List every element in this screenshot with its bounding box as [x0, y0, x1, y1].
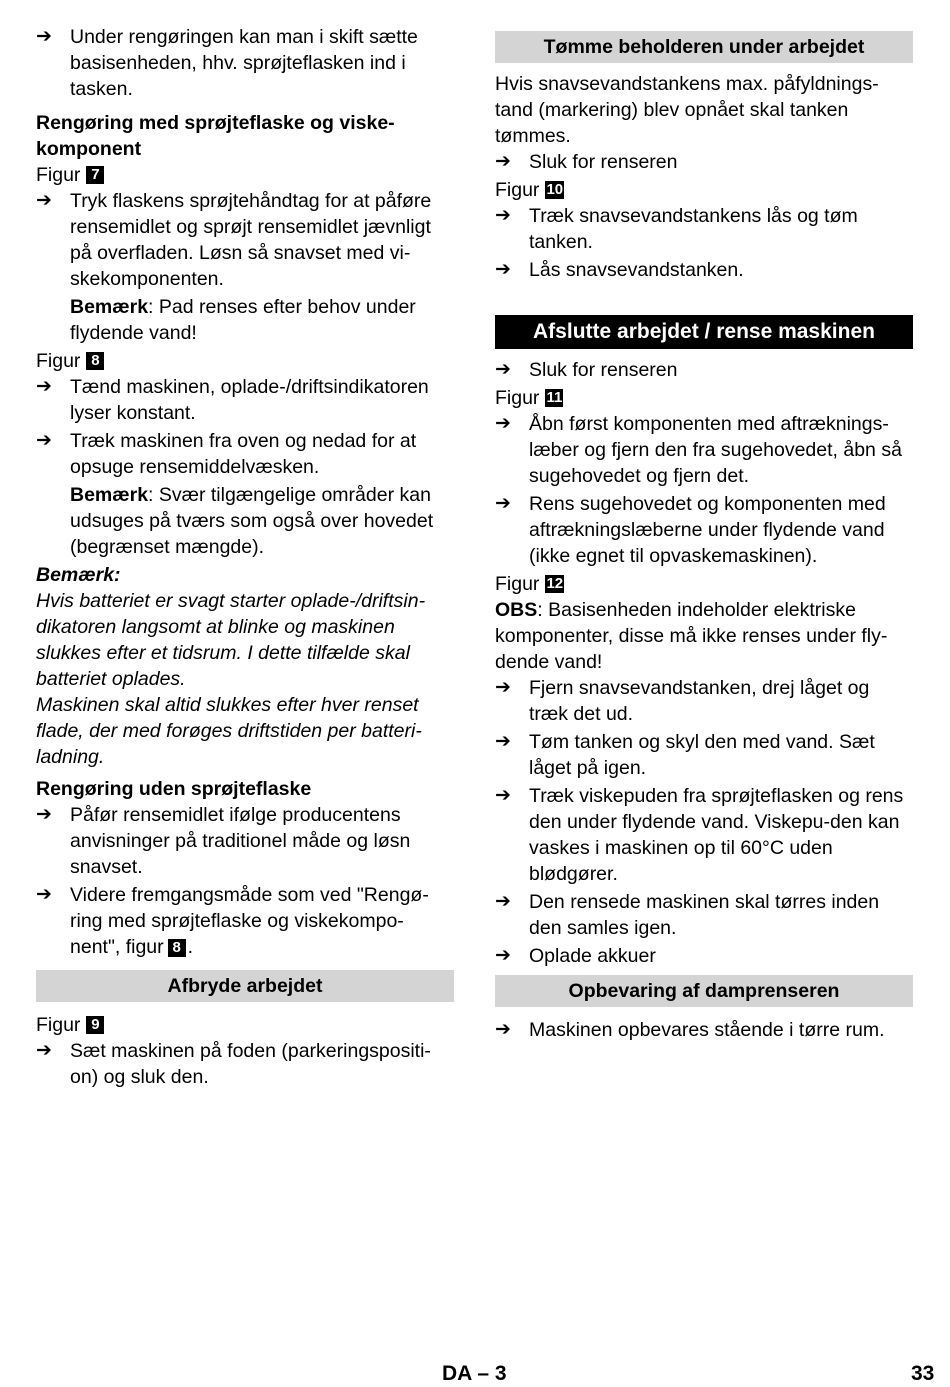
figure-reference: Figur 11 [495, 387, 563, 409]
figure-number-badge: 9 [86, 1016, 104, 1034]
list-item: ➔ Tryk flaskens sprøjtehåndtag for at påføre rensemidlet og sprøjt rensemidlet jævnligt på overfladen. Løsn så snavset med vi-skekomponenten. [36, 190, 432, 290]
list-item: ➔ Sluk for renseren [495, 359, 678, 381]
arrow-icon: ➔ [36, 884, 52, 905]
arrow-icon: ➔ [495, 945, 511, 966]
list-item: ➔ Rens sugehovedet og komponenten med aftrækningslæberne under flydende vand (ikke egnet til opvaskemaskinen). [495, 493, 886, 567]
paragraph: Hvis snavsevandstankens max. påfyldnings-tand (markering) blev opnået skal tanken tømmes. [495, 73, 879, 147]
note: Bemærk: Svær tilgængelige områder kan udsuges på tværs som også over hovedet (begrænset mængde). [70, 484, 434, 558]
list-item: ➔ Sluk for renseren [495, 151, 678, 173]
figure-reference: Figur 9 [36, 1012, 454, 1038]
arrow-icon: ➔ [36, 804, 52, 825]
list-item: ➔ Træk viskepuden fra sprøjteflasken og rens den under flydende vand. Viskepu-den kan vaskes i maskinen op til 60°C uden blødgører. [495, 785, 904, 885]
arrow-icon: ➔ [36, 1040, 52, 1061]
figure-reference: Figur 12 [495, 573, 564, 595]
list-item: ➔ Sæt maskinen på foden (parkeringspositi-on) og sluk den. [36, 1040, 431, 1088]
arrow-icon: ➔ [495, 151, 511, 172]
list-item: ➔ Maskinen opbevares stående i tørre rum. [495, 1019, 885, 1041]
section-heading: Rengøring med sprøjteflaske og viske-komponent [36, 112, 395, 160]
figure-number-badge: 8 [86, 352, 104, 370]
warning-note: Bemærk: Hvis batteriet er svagt starter oplade-/driftsin-dikatoren langsomt at blinke og maskinen slukkes efter et tidsrum. I dette tilfælde skal batteriet oplades. Maskinen skal altid slukkes efter hver renset flade, der med forøges driftstiden per batteri-ladning. [36, 564, 426, 768]
list-item: ➔ Tænd maskinen, oplade-/driftsindikatoren lyser konstant. [36, 376, 429, 424]
arrow-icon: ➔ [36, 26, 52, 47]
figure-number-badge: 12 [546, 575, 564, 592]
chapter-bar: Afslutte arbejdet / rense maskinen [495, 315, 913, 349]
figure-reference: Figur 8 [36, 348, 454, 374]
section-bar: Afbryde arbejdet [36, 970, 454, 1002]
right-column [495, 31, 913, 1045]
arrow-icon: ➔ [495, 259, 511, 280]
figure-reference: Figur 10 [495, 179, 564, 201]
list-item: ➔ Åbn først komponenten med aftræknings-læber og fjern den fra sugehovedet, åbn så sugehovedet og fjern det. [495, 413, 902, 487]
arrow-icon: ➔ [495, 731, 511, 752]
list-item: ➔ Lås snavsevandstanken. [495, 259, 744, 281]
section-bar: Opbevaring af damprenseren [495, 975, 913, 1007]
arrow-icon: ➔ [36, 190, 52, 211]
footer-language-page: DA – 3 [442, 1362, 507, 1385]
arrow-icon: ➔ [495, 785, 511, 806]
figure-number-badge: 7 [86, 166, 104, 184]
section-heading: Rengøring uden sprøjteflaske [36, 778, 312, 800]
list-item: ➔ Under rengøringen kan man i skift sætte basisenheden, hhv. sprøjteflasken ind i tasken. [36, 26, 418, 100]
figure-number-badge: 8 [168, 939, 186, 957]
caution-paragraph: OBS: Basisenheden indeholder elektriske komponenter, disse må ikke renses under fly-dende vand! [495, 599, 888, 673]
figure-reference: Figur 7 [36, 162, 454, 188]
figure-number-badge: 11 [546, 389, 563, 406]
arrow-icon: ➔ [495, 413, 511, 434]
list-item: ➔ Fjern snavsevandstanken, drej låget og træk det ud. [495, 677, 870, 725]
list-item: ➔ Den rensede maskinen skal tørres inden den samles igen. [495, 891, 880, 939]
list-item: ➔ Oplade akkuer [495, 945, 656, 967]
arrow-icon: ➔ [36, 376, 52, 397]
figure-number-badge: 10 [546, 181, 564, 198]
list-item: ➔ Træk maskinen fra oven og nedad for at opsuge rensemiddelvæsken. [36, 430, 417, 478]
note: Bemærk: Pad renses efter behov under flydende vand! [70, 296, 416, 344]
section-bar: Tømme beholderen under arbejdet [495, 31, 913, 63]
left-column [36, 24, 454, 1092]
page-number: 33 [911, 1362, 935, 1385]
arrow-icon: ➔ [495, 891, 511, 912]
list-item: ➔ Træk snavsevandstankens lås og tøm tanken. [495, 205, 858, 253]
arrow-icon: ➔ [36, 430, 52, 451]
arrow-icon: ➔ [495, 1019, 511, 1040]
list-item: ➔ Tøm tanken og skyl den med vand. Sæt låget på igen. [495, 731, 875, 779]
list-item: ➔ Videre fremgangsmåde som ved "Rengø-ring med sprøjteflaske og viskekompo-nent", figur 8 . [36, 884, 429, 958]
arrow-icon: ➔ [495, 205, 511, 226]
arrow-icon: ➔ [495, 677, 511, 698]
list-item: ➔ Påfør rensemidlet ifølge producentens anvisninger på traditionel måde og løsn snavset. [36, 804, 411, 878]
arrow-icon: ➔ [495, 493, 511, 514]
arrow-icon: ➔ [495, 359, 511, 380]
